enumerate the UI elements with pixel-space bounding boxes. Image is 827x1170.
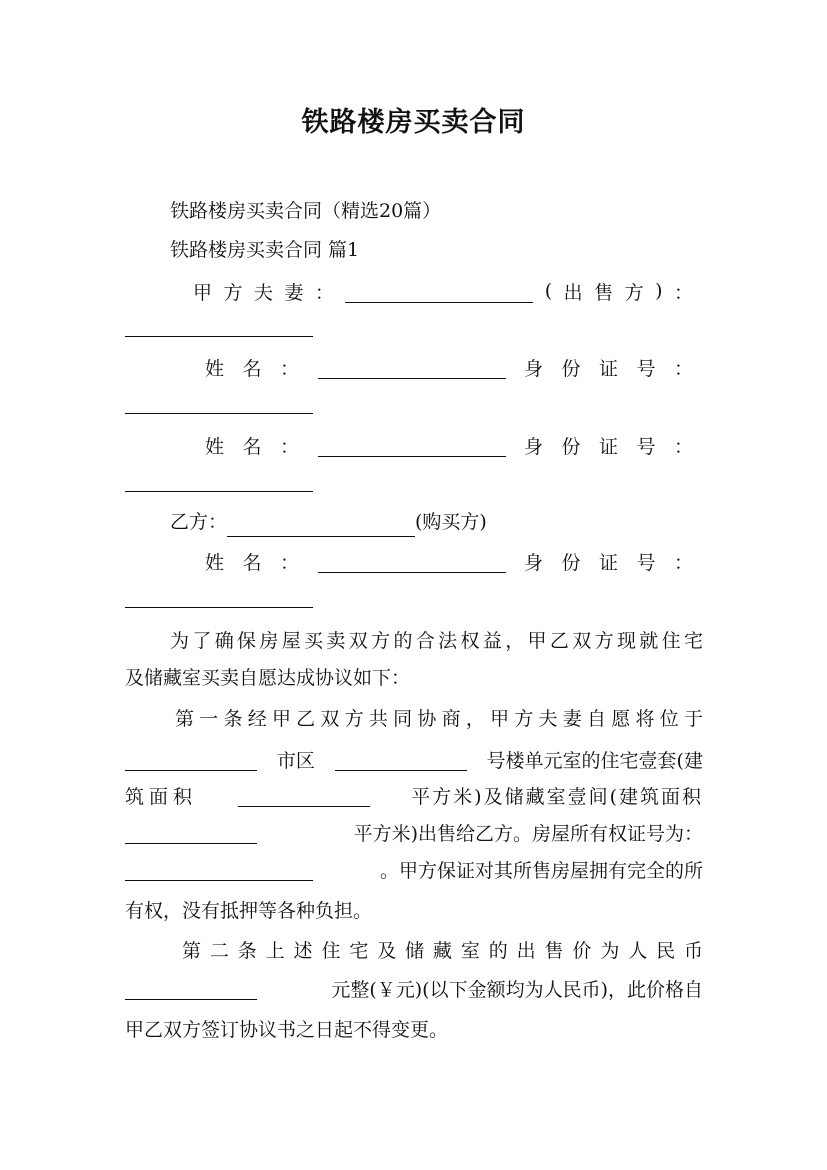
id-char: 号 [636, 551, 656, 574]
name-id-row [205, 546, 693, 576]
name-char: 姓 [205, 435, 225, 458]
id-char: 身 [523, 551, 543, 574]
name-id-row [205, 430, 693, 460]
section-heading: 铁路楼房买卖合同 篇1 [170, 239, 360, 261]
document-subtitle: 铁路楼房买卖合同（精选20篇） [170, 200, 442, 222]
id-char: 身 [523, 357, 543, 380]
article1-text: 。甲方保证对其所售房屋拥有完全的所 [379, 859, 703, 882]
party-a-char: 妻 [284, 281, 304, 304]
article1-text: 平方米)及储藏室壹间(建筑面积 [411, 785, 703, 808]
id-char: ： [673, 551, 693, 574]
article1-line5 [125, 854, 703, 884]
article1-line2 [125, 744, 703, 774]
fill-blank [125, 607, 313, 609]
party-a-char: ： [314, 281, 334, 304]
id-char: 号 [636, 435, 656, 458]
fill-blank [125, 491, 313, 493]
article1-text: 平方米)出售给乙方。房屋所有权证号为： [353, 822, 703, 845]
id-char: 份 [561, 357, 581, 380]
article2-line2 [125, 973, 703, 1003]
article1-line: 第一条经甲乙双方共同协商，甲方夫妻自愿将位于 [175, 708, 703, 730]
name-char: 姓 [205, 551, 225, 574]
article2-text: 元整(￥元)(以下金额均为人民币)，此价格自 [331, 978, 703, 1001]
fill-blank [125, 858, 313, 881]
article1-text: 筑面积 [125, 785, 198, 808]
document-title: 铁路楼房买卖合同 [301, 107, 526, 138]
name-id-row [205, 352, 693, 382]
id-char: 身 [523, 435, 543, 458]
id-char: 份 [561, 435, 581, 458]
fill-blank [345, 280, 533, 303]
party-a-char: 方 [223, 281, 243, 304]
article1-text: 号楼单元室的住宅壹套(建 [486, 749, 703, 772]
fill-blank [125, 748, 257, 771]
name-char: ： [280, 551, 300, 574]
id-char: 证 [598, 357, 618, 380]
seller-char: ( [544, 280, 553, 302]
party-b-row [170, 507, 487, 537]
article1-line: 有权，没有抵押等各种负担。 [125, 900, 373, 922]
fill-blank [318, 550, 506, 573]
fill-blank [238, 784, 370, 807]
seller-char: ) [655, 280, 663, 302]
buyer-label: (购买方) [415, 511, 487, 533]
article1-line4 [125, 817, 703, 847]
id-char: 份 [561, 551, 581, 574]
fill-blank [318, 356, 506, 379]
id-char: 证 [598, 435, 618, 458]
party-a-row [193, 276, 693, 306]
id-char: 号 [636, 357, 656, 380]
fill-blank [125, 821, 257, 844]
seller-char: 方 [624, 281, 644, 304]
party-a-char: 甲 [193, 281, 213, 304]
party-a-char: 夫 [253, 281, 273, 304]
name-char: 名 [242, 435, 262, 458]
article2-line: 甲乙双方签订协议书之日起不得变更。 [125, 1019, 449, 1041]
intro-line: 为了确保房屋买卖双方的合法权益，甲乙双方现就住宅 [170, 630, 703, 652]
name-char: 名 [242, 357, 262, 380]
name-char: 名 [242, 551, 262, 574]
fill-blank [227, 514, 415, 537]
article1-line3 [125, 780, 703, 810]
id-char: ： [673, 357, 693, 380]
fill-blank [125, 336, 313, 338]
name-char: 姓 [205, 357, 225, 380]
fill-blank [125, 977, 257, 1000]
fill-blank [125, 413, 313, 415]
article1-text: 市区 [276, 749, 315, 772]
seller-char: 出 [563, 281, 583, 304]
fill-blank [318, 434, 506, 457]
fill-blank [335, 748, 467, 771]
seller-char: 售 [594, 281, 614, 304]
article2-line: 第二条上述住宅及储藏室的出售价为人民币 [182, 940, 703, 962]
party-b-label: 乙方： [170, 511, 228, 533]
id-char: ： [673, 435, 693, 458]
name-char: ： [280, 357, 300, 380]
name-char: ： [280, 435, 300, 458]
seller-char: ： [673, 281, 693, 304]
intro-line: 及储藏室买卖自愿达成协议如下： [125, 667, 411, 689]
id-char: 证 [598, 551, 618, 574]
